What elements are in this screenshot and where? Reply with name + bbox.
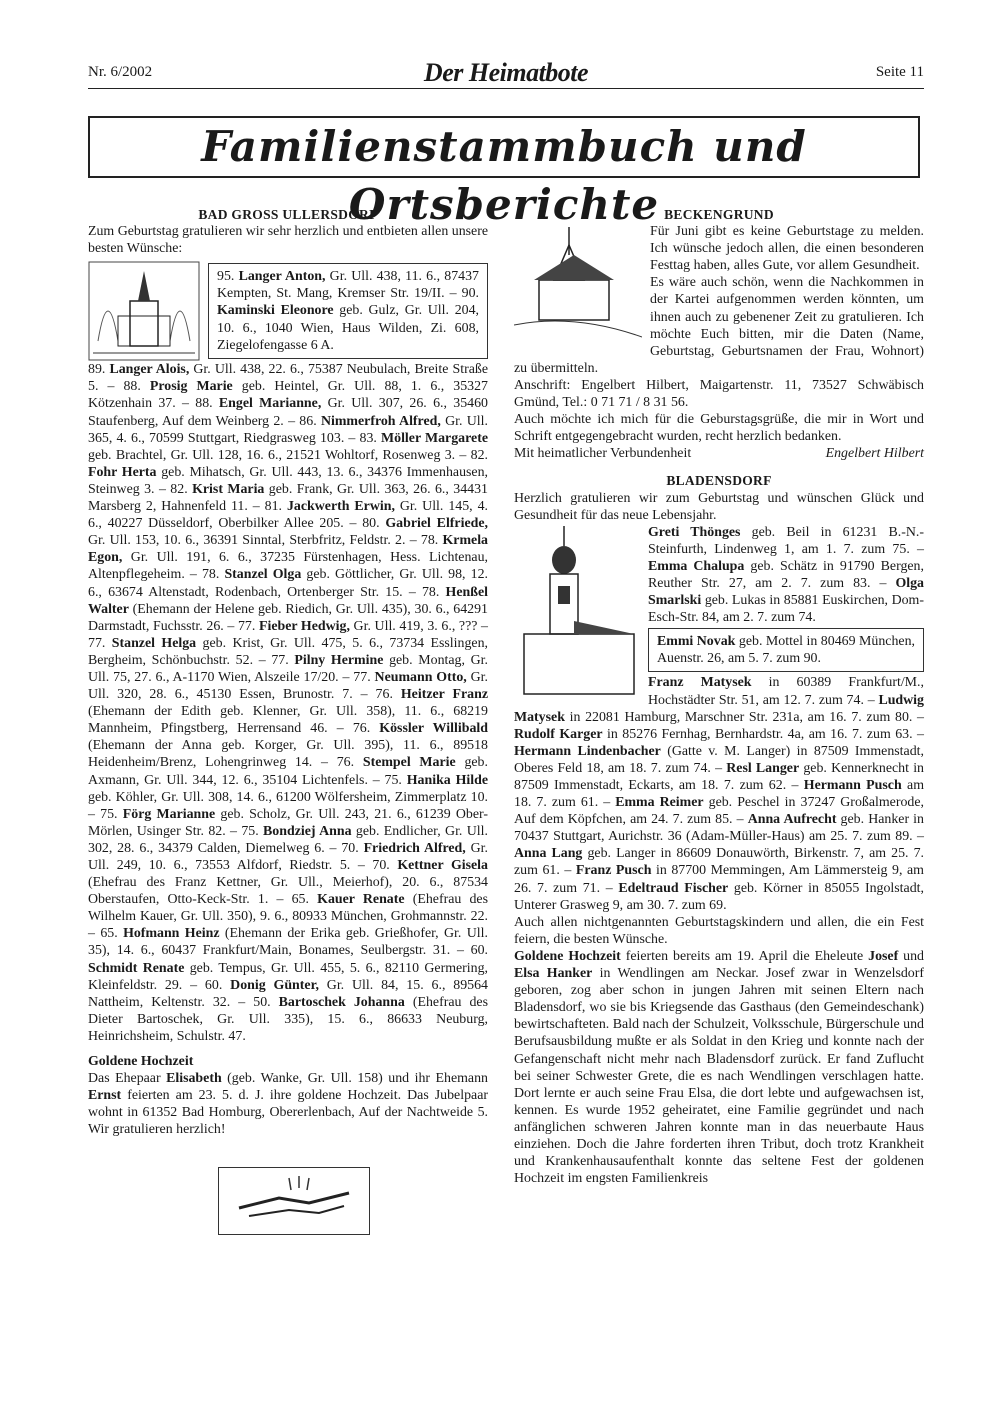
entry-text: geb. Tempus, Gr. Ull. 455, 5. 6., 82110 Germering, Kleinfeldstr. 29. – 60. <box>88 960 489 993</box>
entry-text: geb. Hanker in 70437 Stuttgart, Aurichstr. 36 (Adam-Müller-Haus) am 25. 7. zum 89. – <box>514 812 924 845</box>
entry-text: feierten am 23. 5. d. J. ihre goldene Hochzeit. Das Jubelpaar wohnt in 61352 Bad Homburg, Obererlenbach, Auf der Nachtweide 5. Wir gratulieren herzlich! <box>88 1088 488 1138</box>
person-name: Fohr Herta <box>88 464 157 480</box>
entry-text: und <box>898 948 924 964</box>
issue-number: Nr. 6/2002 <box>88 64 153 80</box>
bladensdorf-list-b <box>514 674 924 913</box>
entry-text: (geb. Wanke, Gr. Ull. 158) und ihr Ehemann <box>221 1071 488 1087</box>
bladensdorf-goldene-hochzeit <box>514 948 924 1187</box>
person-name: Ludwig Matysek <box>514 692 924 725</box>
section-title-bladensdorf: BLADENSDORF <box>666 473 772 489</box>
person-name: Krmela Egon, <box>88 533 488 566</box>
entry-text: geb. Beil in 61231 B.-N.-Steinfurth, Lindenweg 1, am 1. 7. zum 75. – <box>648 524 924 557</box>
box-text: geb. Mottel in 80469 München, Auenstr. 26, am 5. 7. zum 90. <box>657 634 915 667</box>
person-name: Bondziej Anna <box>263 823 352 839</box>
person-name: Nimmerfroh Alfred, <box>320 413 441 429</box>
box-text: Gr. Ull. 438, 11. 6., 87437 Kempten, St. Mang, Kremser Str. 19/II. – 90. <box>217 269 479 302</box>
section-intro: Zum Geburtstag gratulieren wir sehr herzlich und entbieten allen unsere besten Wünsche: <box>88 224 488 257</box>
entry-text: Gr. Ull. 153, 10. 6., 36391 Sinntal, Sterbfritz, Feldstr. 2. – 78. <box>88 533 443 549</box>
person-name: Franz Pusch <box>575 863 652 879</box>
entry-text: geb. Langer in 86609 Donauwörth, Birkenstr. 7, am 25. 7. zum 61. – <box>514 846 925 879</box>
person-name: Engel Marianne, <box>218 396 322 412</box>
box-name: Kaminski Eleonore <box>217 303 334 319</box>
entry-text: Gr. Ull. 307, 26. 6., 35460 Staufenberg, Auf dem Weinberg 2. – 86. <box>88 396 489 429</box>
signature: Engelbert Hilbert <box>825 446 924 462</box>
chapel-illustration <box>514 225 642 345</box>
person-name: Franz Matysek <box>648 675 752 691</box>
box-text: geb. Gulz, Gr. Ull. 204, 10. 6., 1040 Wien, Haus Wilden, Zi. 608, Ziegelofengasse 6 A. <box>217 303 479 353</box>
section-title-beckengrund: BECKENGRUND <box>664 207 774 222</box>
person-name: Schmidt Renate <box>88 960 185 976</box>
entry-text: geb. Göttlicher, Gr. Ull. 98, 12. 6., 63674 Altenstadt, Rodenbach, Ortenberger Str. 15. – 78. <box>88 567 488 600</box>
entry-text: (Ehefrau des Franz Kettner, Gr. Ull., Meierhof), 20. 6., 87534 Oberstaufen, Otto-Keck-Str. 1. – 65. <box>88 875 488 908</box>
person-name: Resl Langer <box>726 760 800 776</box>
entry-text: geb. Körner in 85055 Ingolstadt, Unterer Grasweg 9, am 30. 7. zum 69. <box>514 880 924 913</box>
entry-text: geb. Krist, Gr. Ull. 475, 5. 6., 73734 Esslingen, Bergheim, Schönbuchstr. 52. – 77. <box>88 635 488 668</box>
page-header <box>88 58 924 88</box>
entry-text: (Gatte v. M. Langer) in 87509 Immenstadt, Oberes Feld 18, am 18. 7. zum 74. – <box>514 743 924 776</box>
person-name: Josef <box>868 948 899 964</box>
entry-text: geb. Scholz, Gr. Ull. 243, 21. 6., 61239 Ober-Mörlen, Usinger Str. 82. – 75. <box>88 806 488 839</box>
person-name: Emma Chalupa <box>648 558 745 574</box>
box-name: Langer Anton, <box>238 269 326 285</box>
entry-text: am 18. 7. zum 61. – <box>514 778 924 811</box>
person-name: Stanzel Olga <box>224 567 302 583</box>
person-name: Kauer Renate <box>317 892 405 908</box>
bladensdorf-intro: Herzlich gratulieren wir zum Geburtstag und wünschen Glück und Gesundheit für das neue Lebensjahr. <box>514 490 924 523</box>
goldene-hochzeit-text <box>88 1070 488 1138</box>
person-name: Jackwerth Erwin, <box>286 499 395 515</box>
person-name: Hofmann Heinz <box>123 926 220 942</box>
entry-text: in 60389 Frankfurt/M., Hochstädter Str. 51, am 12. 7. zum 74. – <box>648 675 924 708</box>
person-name: Bartoschek Johanna <box>278 994 405 1010</box>
entry-text: Gr. Ull. 84, 15. 6., 89564 Nattheim, Keltenstr. 32. – 50. <box>88 977 489 1010</box>
entry-text: geb. Peschel in 37247 Großalmerode, Auf dem Köpfchen, am 24. 7. zum 85. – <box>514 795 924 828</box>
person-name: Stanzel Helga <box>111 635 197 651</box>
church-illustration <box>88 261 200 361</box>
person-name: Hanika Hilde <box>406 772 488 788</box>
highlight-box-novak <box>648 628 924 672</box>
signature-line <box>514 445 924 462</box>
person-name: Heitzer Franz <box>400 687 488 703</box>
person-name: Elisabeth <box>166 1071 222 1087</box>
person-name: Donig Günter, <box>230 977 319 993</box>
entry-text: geb. Schätz in 91790 Bergen, Reuther Str. 27, am 2. 7. zum 83. – <box>648 558 924 591</box>
person-name: Anna Lang <box>514 846 583 862</box>
entry-text: geb. Kennerknecht in 87509 Immenstadt, Eckarts, am 18. 7. zum 62. – <box>514 760 924 793</box>
person-name: Rudolf Karger <box>514 726 603 742</box>
person-name: Langer Alois, <box>109 362 190 378</box>
entry-text: (Ehemann der Edith geb. Klenner, Gr. Ull. 358), 11. 6., 68219 Mannheim, Pfingstberg, Herrensand 46. – 76. <box>88 704 488 737</box>
entry-text: Gr. Ull. 365, 4. 6., 70599 Stuttgart, Riedgrasweg 103. – 83. <box>88 413 488 446</box>
person-name: Kettner Gisela <box>397 858 488 873</box>
church-tower-illustration <box>514 526 640 706</box>
entry-text: geb. Axmann, Gr. Ull. 344, 12. 6., 35104 Lichtenfels. – 75. <box>88 755 488 788</box>
page-number: Seite 11 <box>875 64 924 80</box>
entry-text: Gr. Ull. 438, 22. 6., 75387 Neubulach, Breite Straße 5. – 88. <box>88 362 488 395</box>
birthday-list <box>88 361 488 1045</box>
person-name: Emma Reimer <box>615 795 704 811</box>
entry-text: geb. Heintel, Gr. Ull. 88, 1. 6., 35327 Kötzenhain 37. – 88. <box>88 379 488 412</box>
entry-text: geb. Brachtel, Gr. Ull. 128, 16. 6., 21521 Wohltorf, Rosenweg 3. – 82. <box>88 447 488 463</box>
right-column <box>514 206 924 1187</box>
entry-text: (Ehemann der Anna geb. Korger, Gr. Ull. 395), 11. 6., 89518 Heidenheim/Brenz, Lohengrinweg 14. – 76. <box>88 738 488 771</box>
entry-text: in 85276 Fernhag, Bernhardstr. 4a, am 16. 7. zum 63. – <box>602 726 925 742</box>
entry-text: (Ehefrau des Dieter Bartoschek, Gr. Ull. 335), 15. 6., 86633 Neuburg, Heinrichsheim, Schulstr. 47. <box>88 994 488 1044</box>
handshake-illustration <box>218 1167 370 1235</box>
entry-text: Gr. Ull. 320, 28. 6., 45130 Essen, Brunostr. 7. – 76. <box>88 669 488 703</box>
entry-text: geb. Montag, Gr. Ull. 75, 27. 6., A-1170 Wien, Alszeile 17/20. – 77. <box>88 652 488 685</box>
person-name: Gabriel Elfriede, <box>385 516 488 532</box>
entry-text: in Wendlingen am Neckar. Josef zwar in Wenzelsdorf geboren, zog aber schon in jungen Jahren mit seinen Eltern nach Bladensdorf, wo sie bis Kriegsende das Gasthaus (den Gemeindeschank) bewirtschafteten. Bald nach der Schulzeit, Volksschule, Bürgerschule und Berufsausbildung mußte er als Soldat in den Krieg und konnte nach der Gefangenschaft nicht mehr nach Bladensdorf zurück. Er fand Zuflucht bei seiner Schwester Grete, die es nach Wendlingen verschlagen hatte. Dort lernte er auch seine Frau Elsa, die dort lebte und aufgewachsen ist, kennen. Es wurde 1952 geheiratet, eine Familie gegründet und nach anfänglichen schweren Jahren konnte man in das neuerbaute Haus einziehen. Doch die Jahre forderten ihren Tribut, doch trotz Krankheit und Krankenhausaufenthalt konnte das seltene Fest der goldenen Hochzeit im engsten Familienkreis <box>514 966 924 1187</box>
entry-text: Gr. Ull. 191, 6. 6., 37235 Fürstenhagen, Hess. Lichtenau, Altenpflegeheim. – 78. <box>88 550 488 583</box>
person-name: Greti Thönges <box>648 524 741 540</box>
person-name: Möller Margarete <box>381 430 488 446</box>
highlight-box <box>208 263 488 359</box>
beckengrund-text-2: Es wäre auch schön, wenn die Nachkommen in der Kartei aufgenommen werden könnten, um ihnen auch zu gebenener Zeit zu gratulieren. Ich möchte Euch bitten, mir die Daten (Name, Geburtstag, Geburtsnamen der Frau, Wohnort) zu übermitteln. <box>514 275 924 376</box>
person-name: Krist Maria <box>192 481 265 497</box>
person-name: Pilny Hermine <box>294 652 384 668</box>
person-name: Edeltraud Fischer <box>618 880 729 896</box>
entry-text: geb. Lukas in 85881 Euskirchen, Dom-Esch-Str. 84, am 2. 7. zum 74. <box>648 593 924 626</box>
person-name: Ernst <box>88 1088 122 1104</box>
person-name: Anna Aufrecht <box>747 812 837 828</box>
bladensdorf-outro: Auch allen nichtgenannten Geburtstagskindern und allen, die ein Fest feiern, die besten Wünsche. <box>514 914 924 947</box>
entry-text: (Ehemann der Erika geb. Grießhofer, Gr. Ull. 35), 14. 6., 60437 Frankfurt/Main, Bonames, Seulbergstr. 31. – 60. <box>88 926 488 959</box>
entry-text: Gr. Ull. 249, 10. 6., 73553 Alfdorf, Riedstr. 5. – 70. <box>88 840 488 873</box>
subsection-title-goldene-hochzeit: Goldene Hochzeit <box>88 1054 194 1070</box>
banner-title: Familienstammbuch und Ortsberichte <box>201 122 807 229</box>
entry-text: Das Ehepaar <box>88 1071 167 1087</box>
person-name: Olga Smarlski <box>648 575 924 609</box>
left-column <box>88 206 488 1240</box>
entry-text: Gr. Ull. 419, 3. 6., ??? – 77. <box>88 618 489 651</box>
person-name: Friedrich Alfred, <box>363 840 466 856</box>
person-name: Stempel Marie <box>362 755 456 771</box>
person-name: Neumann Otto, <box>374 669 467 685</box>
entry-text: (Ehefrau des Wilhelm Kauer, Gr. Ull. 350), 9. 6., 80933 München, Grohmannstr. 22. – 65. <box>88 892 489 942</box>
entry-text: in 87700 Memmingen, Am Lämmersteig 9, am 26. 7. zum 71. – <box>514 863 924 896</box>
beckengrund-text: Für Juni gibt es keine Geburtstage zu melden. Ich wünsche jedoch allen, die einen besonderen Festtag haben, alles Gute, vor allem Gesundheit. <box>650 224 924 274</box>
box-name: Emmi Novak <box>657 634 736 650</box>
box-text: 95. <box>217 269 239 285</box>
entry-text: geb. Endlicher, Gr. Ull. 302, 28. 6., 34379 Calden, Diemelweg 6. – 70. <box>88 823 488 856</box>
person-name: Prosig Marie <box>149 379 233 395</box>
beckengrund-thanks: Auch möchte ich mich für die Geburstagsgrüße, die mir in Wort und Schrift entgegengebracht wurden, recht herzlich bedanken. <box>514 412 924 445</box>
header-rule <box>88 88 924 89</box>
person-name: Fieber Hedwig, <box>258 618 350 634</box>
entry-text: geb. Mihatsch, Gr. Ull. 443, 13. 6., 34376 Immenhausen, Steinweg 3. – 82. <box>88 464 489 497</box>
church-box-row <box>88 261 488 361</box>
person-name: Förg Marianne <box>122 806 216 822</box>
entry-text: geb. Köhler, Gr. Ull. 308, 14. 6., 61200 Wölfersheim, Zimmerplatz 10. – 75. <box>88 789 488 822</box>
person-name: Hermann Lindenbacher <box>514 743 661 759</box>
entry-text: geb. Frank, Gr. Ull. 363, 26. 6., 34431 Marsberg 2, Hahnenfeld 11. – 81. <box>88 481 488 515</box>
entry-text: (Ehemann der Helene geb. Riedich, Gr. Ull. 435), 30. 6., 64291 Darmstadt, Fuchsstr. 26. – 77. <box>88 601 488 634</box>
person-name: Hermann Pusch <box>803 778 902 793</box>
entry-text: in 22081 Hamburg, Marschner Str. 231a, am 16. 7. zum 80. – <box>564 709 924 725</box>
entry-text: Gr. Ull. 145, 4. 6., 40227 Düsseldorf, Oberbilker Allee 205. – 80. <box>88 499 488 532</box>
entry-text: 89. <box>88 362 110 378</box>
beckengrund-address: Anschrift: Engelbert Hilbert, Maigartenstr. 11, 73527 Schwäbisch Gmünd, Tel.: 0 71 71 / 8 31 56. <box>514 377 924 411</box>
entry-text: feierten bereits am 19. April die Eheleute <box>620 948 869 964</box>
person-name: Goldene Hochzeit <box>514 948 621 964</box>
section-title-bad-gross-ullersdorf: BAD GROSS ULLERSDORF <box>198 207 378 222</box>
closing: Mit heimatlicher Verbundenheit <box>514 446 692 462</box>
person-name: Henßel Walter <box>88 584 488 617</box>
person-name: Elsa Hanker <box>514 966 593 982</box>
person-name: Kössler Willibald <box>379 721 488 737</box>
masthead: Der Heimatbote <box>423 58 589 87</box>
